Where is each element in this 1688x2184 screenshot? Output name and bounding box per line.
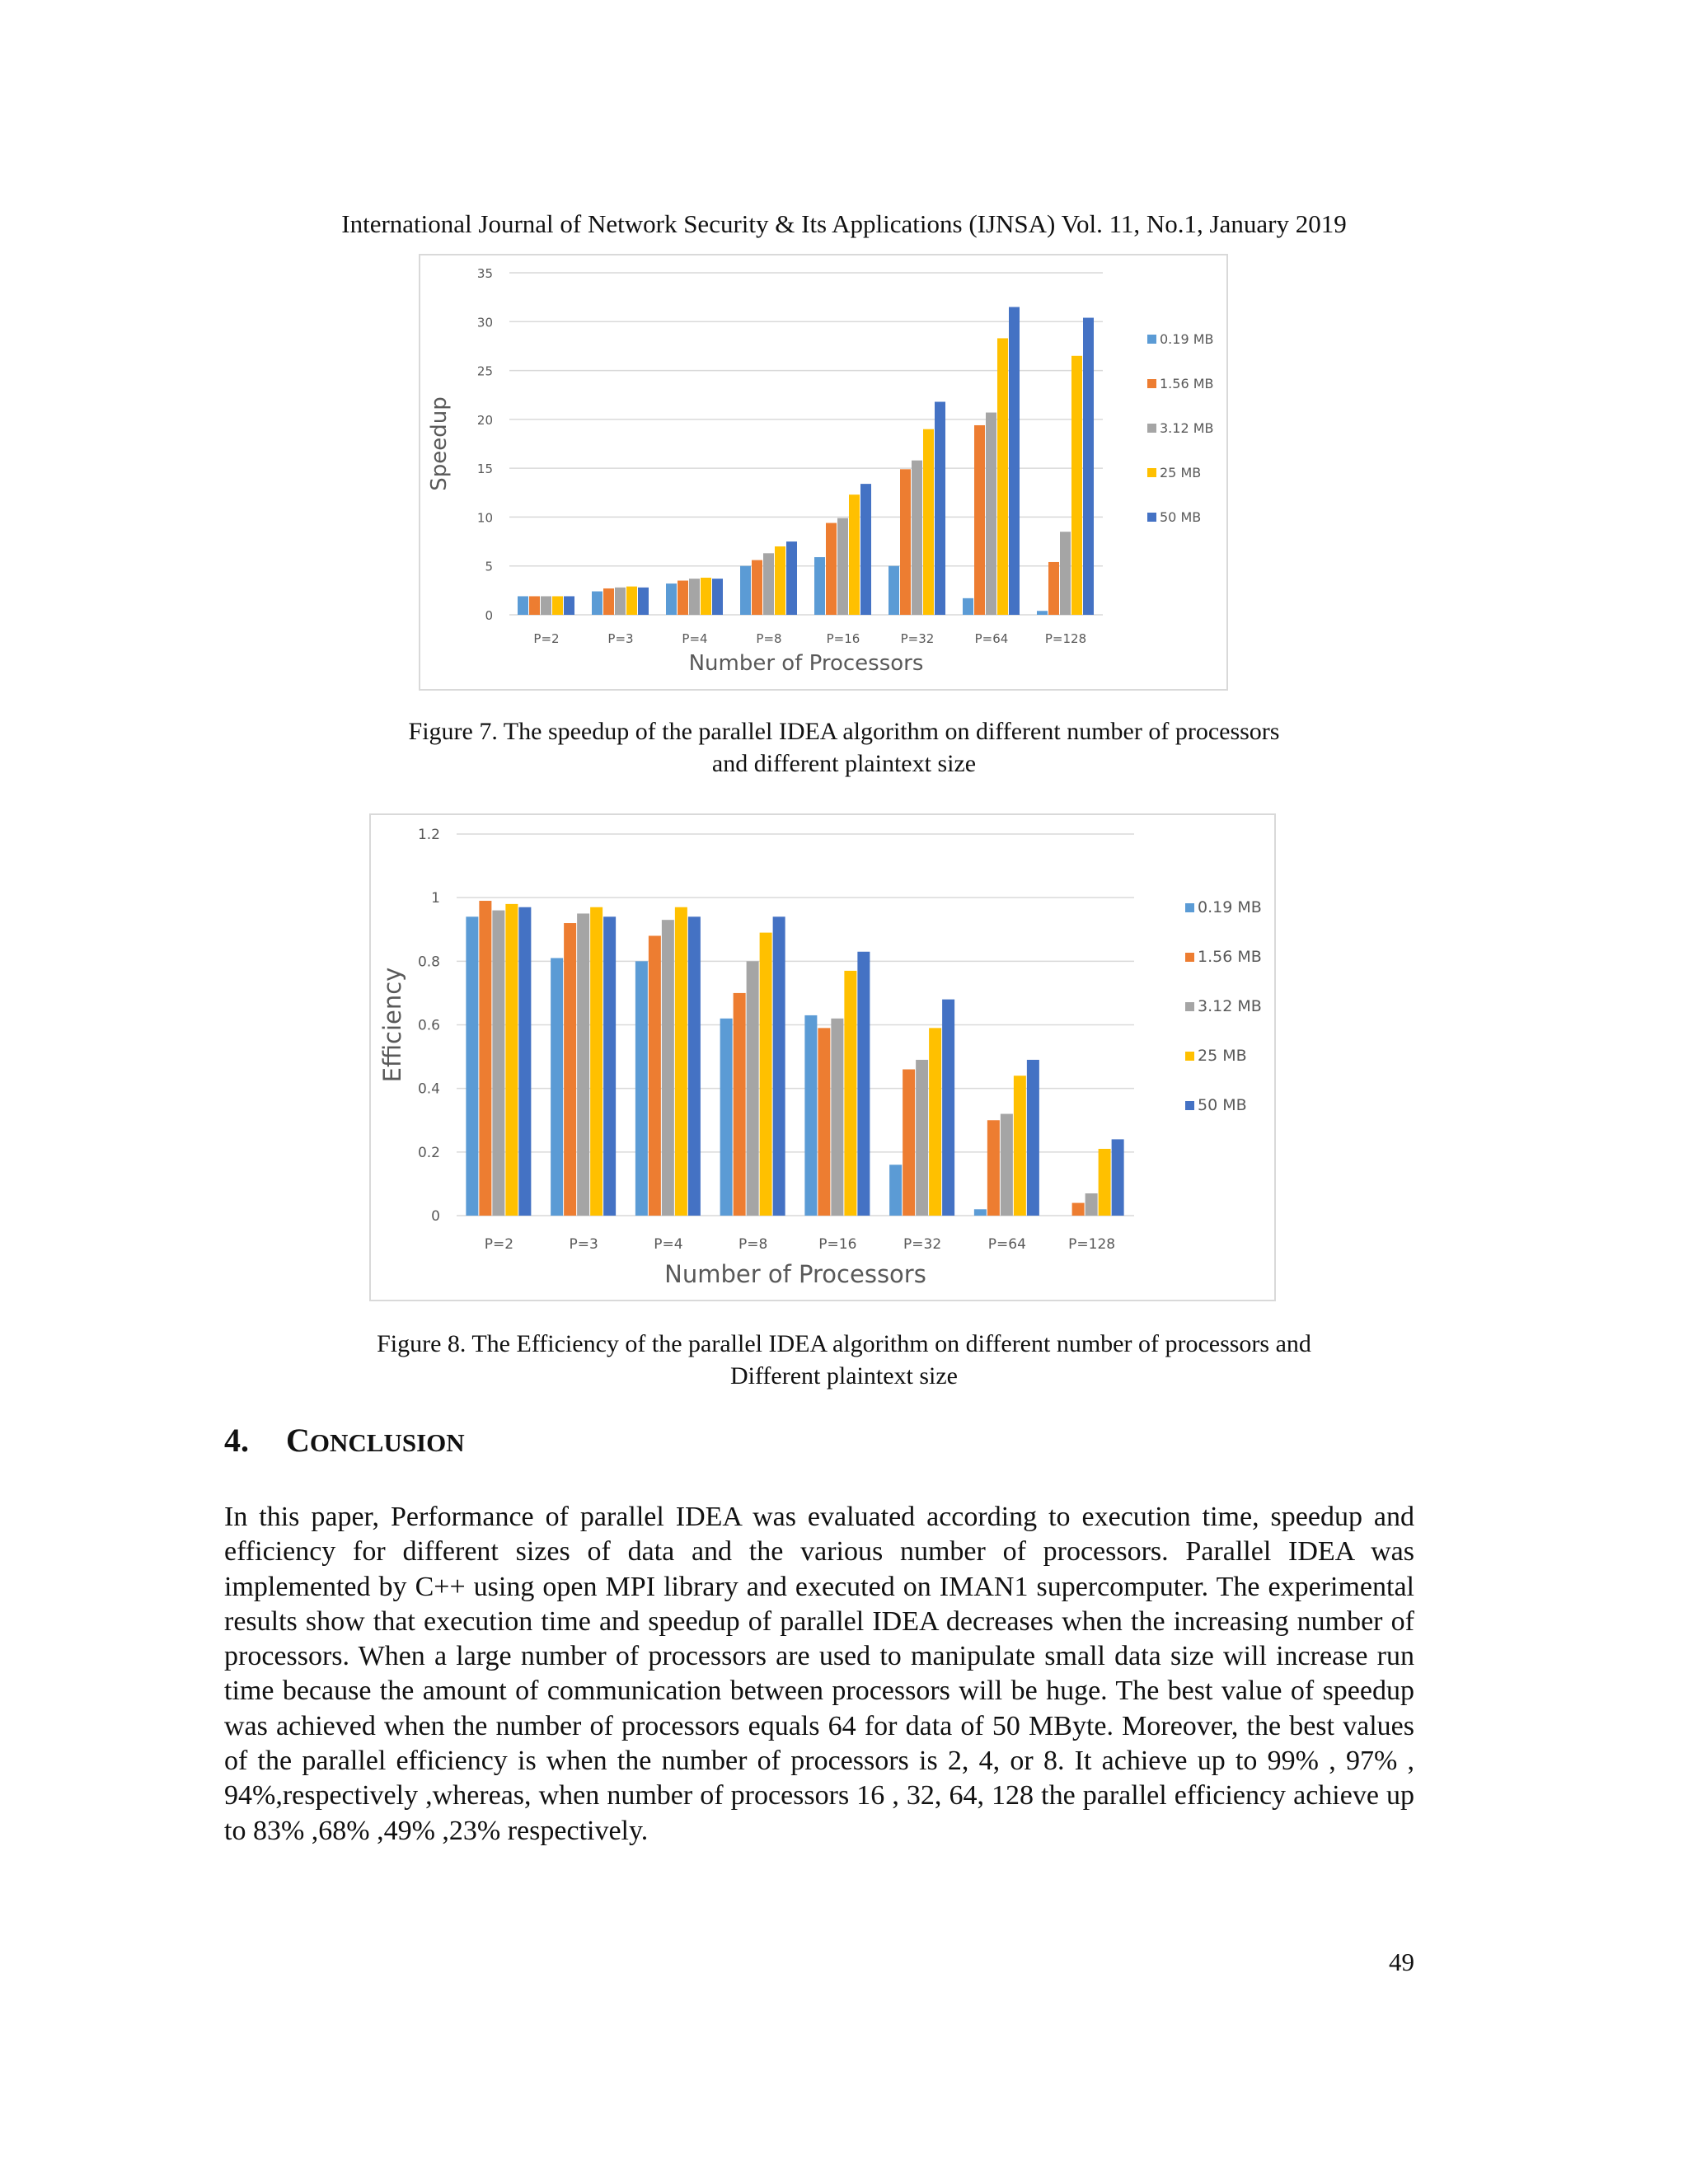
efficiency-bar: [844, 971, 856, 1216]
speedup-bar: [603, 588, 614, 615]
efficiency-x-tick-label: P=8: [738, 1236, 768, 1253]
efficiency-legend-label: 0.19 MB: [1198, 898, 1262, 916]
efficiency-bar: [577, 913, 589, 1216]
efficiency-y-axis-title: Efficiency: [378, 967, 406, 1083]
speedup-x-tick-label: P=16: [826, 631, 860, 646]
speedup-x-tick-label: P=2: [533, 631, 560, 646]
efficiency-bar: [734, 993, 746, 1216]
speedup-legend-label: 25 MB: [1160, 465, 1202, 480]
speedup-bar: [1083, 318, 1094, 615]
speedup-legend-swatch: [1147, 468, 1156, 477]
efficiency-y-tick-label: 0.4: [417, 1080, 440, 1098]
speedup-y-tick-label: 30: [476, 315, 493, 330]
speedup-y-tick-label: 0: [485, 608, 493, 623]
figure-8-caption-line-1: Figure 8. The Efficiency of the parallel IDEA algorithm on different number of processors and: [377, 1330, 1311, 1357]
speedup-bar: [701, 578, 711, 615]
efficiency-legend-swatch: [1185, 1002, 1194, 1011]
speedup-bar: [689, 579, 700, 615]
speedup-bar: [935, 402, 945, 615]
speedup-bar: [592, 592, 603, 615]
speedup-bar: [997, 338, 1008, 615]
speedup-bar: [752, 560, 762, 615]
efficiency-bar: [564, 923, 576, 1216]
efficiency-bar: [857, 952, 870, 1216]
efficiency-y-tick-label: 0.8: [417, 954, 440, 971]
efficiency-y-tick-label: 0.2: [417, 1144, 440, 1161]
efficiency-bar: [492, 911, 504, 1216]
speedup-bar: [1009, 307, 1020, 616]
efficiency-bar: [1001, 1114, 1013, 1216]
speedup-bar: [986, 413, 996, 615]
speedup-bar: [638, 588, 649, 615]
speedup-bar: [912, 461, 922, 615]
efficiency-bar: [903, 1070, 915, 1216]
efficiency-bar: [818, 1028, 830, 1216]
efficiency-bar: [720, 1019, 733, 1216]
figure-7-caption-line-2: and different plaintext size: [711, 750, 977, 777]
speedup-bar: [552, 596, 563, 615]
efficiency-x-tick-label: P=2: [484, 1236, 514, 1253]
section-number: 4.: [224, 1422, 249, 1459]
efficiency-bar: [889, 1165, 902, 1216]
speedup-y-tick-label: 15: [476, 462, 493, 477]
speedup-legend-swatch: [1147, 335, 1156, 344]
speedup-bar: [763, 553, 774, 615]
efficiency-bar: [675, 907, 687, 1216]
speedup-bar: [666, 583, 677, 615]
efficiency-bar: [773, 916, 785, 1216]
speedup-bar: [678, 581, 688, 616]
efficiency-bar: [804, 1015, 817, 1216]
speedup-x-tick-label: P=128: [1044, 631, 1087, 646]
efficiency-x-tick-label: P=3: [569, 1236, 598, 1253]
speedup-bar: [860, 484, 871, 615]
speedup-bar: [1060, 532, 1071, 615]
efficiency-x-tick-label: P=32: [903, 1236, 942, 1253]
efficiency-bar: [1112, 1139, 1124, 1216]
efficiency-bar: [760, 933, 772, 1216]
efficiency-bar: [916, 1060, 928, 1216]
speedup-bar: [889, 566, 899, 615]
efficiency-bar: [1014, 1076, 1026, 1216]
efficiency-y-tick-label: 0: [431, 1208, 440, 1225]
speedup-bar: [786, 541, 797, 615]
speedup-bar-chart: [420, 255, 1226, 689]
speedup-x-tick-label: P=8: [756, 631, 782, 646]
speedup-bar: [1037, 611, 1048, 615]
speedup-legend-label: 0.19 MB: [1160, 331, 1214, 347]
section-title-rest: ONCLUSION: [309, 1428, 465, 1457]
efficiency-bar: [1027, 1060, 1039, 1216]
speedup-bar: [615, 588, 626, 615]
speedup-x-tick-label: P=3: [607, 631, 634, 646]
speedup-bar: [529, 596, 540, 615]
speedup-bar: [826, 523, 837, 615]
efficiency-bar-chart: [371, 815, 1274, 1300]
efficiency-bar: [603, 916, 616, 1216]
speedup-legend-swatch: [1147, 424, 1156, 433]
efficiency-y-tick-label: 1: [431, 890, 440, 907]
efficiency-bar: [929, 1028, 941, 1216]
speedup-bar: [900, 469, 911, 615]
efficiency-y-tick-label: 0.6: [417, 1017, 440, 1034]
speedup-y-tick-label: 5: [485, 559, 493, 574]
figure-8-caption: [0, 1328, 1688, 1392]
speedup-bar: [1071, 356, 1082, 615]
efficiency-bar: [479, 901, 491, 1216]
efficiency-bar: [974, 1209, 987, 1216]
efficiency-bar: [662, 920, 674, 1216]
speedup-bar: [923, 429, 934, 615]
speedup-x-tick-label: P=32: [900, 631, 935, 646]
speedup-bar: [837, 518, 848, 615]
efficiency-bar: [747, 961, 759, 1216]
speedup-bar: [740, 566, 751, 615]
speedup-y-axis-title: Speedup: [427, 396, 452, 491]
figure-7-speedup-chart: [419, 254, 1228, 691]
figure-8-efficiency-chart: [369, 813, 1276, 1301]
efficiency-x-tick-label: P=64: [987, 1236, 1026, 1253]
speedup-bar: [974, 425, 985, 615]
efficiency-bar: [1072, 1203, 1085, 1216]
efficiency-bar: [649, 935, 661, 1216]
efficiency-bar: [635, 961, 648, 1216]
figure-7-caption-line-1: Figure 7. The speedup of the parallel IDEA algorithm on different number of processors: [408, 718, 1280, 745]
efficiency-x-tick-label: P=4: [654, 1236, 683, 1253]
speedup-y-tick-label: 10: [476, 510, 493, 526]
efficiency-bar: [1085, 1193, 1098, 1216]
efficiency-legend-swatch: [1185, 903, 1194, 912]
speedup-legend-label: 3.12 MB: [1160, 420, 1214, 436]
efficiency-bar: [688, 916, 701, 1216]
section-title-initial: C: [286, 1422, 310, 1459]
efficiency-bar: [551, 958, 563, 1216]
efficiency-bar: [987, 1120, 1000, 1216]
speedup-bar: [626, 587, 637, 615]
efficiency-x-tick-label: P=16: [818, 1236, 857, 1253]
efficiency-x-tick-label: P=128: [1068, 1236, 1116, 1253]
figure-8-caption-line-2: Different plaintext size: [729, 1362, 958, 1390]
speedup-bar: [849, 494, 860, 615]
speedup-legend-swatch: [1147, 513, 1156, 522]
speedup-legend-label: 50 MB: [1160, 509, 1202, 525]
efficiency-x-axis-title: Number of Processors: [664, 1260, 926, 1288]
efficiency-legend-swatch: [1185, 953, 1194, 962]
efficiency-bar: [831, 1019, 843, 1216]
speedup-y-tick-label: 20: [476, 412, 493, 428]
conclusion-paragraph: In this paper, Performance of parallel IDEA was evaluated according to execution time, speedup and efficiency for different sizes of data and the various number of processors. Parallel IDEA was implemented by C++ using open MPI library and executed on IMAN1 supercomputer. The experimental results show that execution time and speedup of parallel IDEA decreases when the increasing number of processors. When a large number of processors are used to manipulate small data size will increase run time because the amount of communication between processors will be huge. The best value of speedup was achieved when the number of processors equals 64 for data of 50 MByte. Moreover, the best values of the parallel efficiency is when the number of processors is 2, 4, or 8. It achieve up to 99% , 97% , 94%,respectively ,whereas, when number of processors 16 , 32, 64, 128 the parallel efficiency achieve up to 83% ,68% ,49% ,23% respectively.: [224, 1502, 1414, 1846]
speedup-y-tick-label: 25: [476, 363, 493, 379]
speedup-legend-swatch: [1147, 379, 1156, 388]
speedup-bar: [775, 546, 785, 615]
efficiency-bar: [1099, 1149, 1111, 1216]
efficiency-bar: [518, 907, 531, 1216]
efficiency-legend-label: 25 MB: [1198, 1047, 1247, 1065]
efficiency-y-tick-label: 1.2: [417, 827, 440, 843]
efficiency-bar: [505, 904, 518, 1216]
speedup-y-tick-label: 35: [476, 266, 493, 281]
efficiency-legend-label: 50 MB: [1198, 1096, 1247, 1114]
speedup-legend-label: 1.56 MB: [1160, 376, 1214, 391]
efficiency-legend-label: 1.56 MB: [1198, 948, 1262, 966]
speedup-bar: [814, 557, 825, 615]
speedup-bar: [564, 596, 574, 615]
page-number: 49: [1389, 1947, 1414, 1976]
efficiency-legend-label: 3.12 MB: [1198, 997, 1262, 1015]
efficiency-bar: [942, 1000, 954, 1216]
speedup-bar: [712, 579, 723, 615]
speedup-x-axis-title: Number of Processors: [688, 651, 924, 676]
efficiency-legend-swatch: [1185, 1101, 1194, 1110]
journal-header: International Journal of Network Security & Its Applications (IJNSA) Vol. 11, No.1, January 2019: [341, 209, 1347, 238]
speedup-x-tick-label: P=64: [974, 631, 1009, 646]
speedup-x-tick-label: P=4: [682, 631, 708, 646]
efficiency-legend-swatch: [1185, 1052, 1194, 1061]
figure-7-caption: [0, 715, 1688, 780]
section-heading-conclusion: [224, 1421, 465, 1460]
efficiency-bar: [590, 907, 603, 1216]
speedup-bar: [963, 598, 973, 615]
speedup-bar: [518, 596, 528, 615]
speedup-bar: [541, 596, 551, 615]
efficiency-bar: [466, 916, 478, 1216]
speedup-bar: [1048, 562, 1059, 615]
